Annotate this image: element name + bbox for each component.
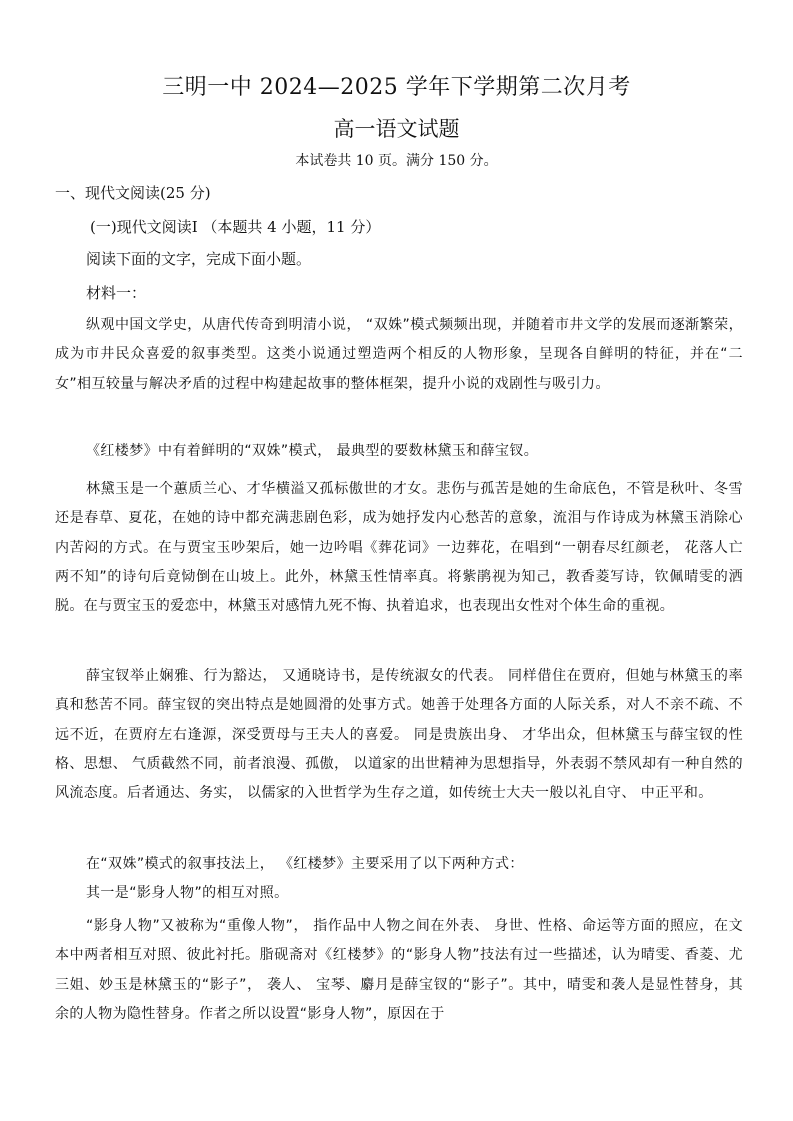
paragraph: 在“双姝”模式的叙事技法上， 《红楼梦》主要采用了以下两种方式： [86, 856, 524, 872]
paragraph: “影身人物”又被称为“重像人物”， 指作品中人物之间在外表、 身世、性格、命运等方面的照应，在文本中两者相互对照、彼此衬托。脂砚斋对《红楼梦》的“影身人物”技法有过一些描述，认为晴雯、香菱、尤三姐、妙玉是林黛玉的“影子”， 袭人、 宝琴、麝月是薛宝钗的“影子”。其中，晴雯和袭人是显性替身，其余的人物为隐性替身。作者之所以设置“影身人物”，原因在于 [55, 918, 743, 1022]
paragraph: 《红楼梦》中有着鲜明的“双姝”模式， 最典型的要数林黛玉和薛宝钗。 [86, 443, 539, 459]
reading-instruction: 阅读下面的文字，完成下面小题。 [86, 250, 312, 268]
exam-note: 本试卷共 10 页。满分 150 分。 [295, 153, 498, 169]
paragraph: 纵观中国文学史，从唐代传奇到明清小说， “双姝”模式频频出现，并随着市井文学的发展而逐渐繁荣，成为市井民众喜爱的叙事类型。这类小说通过塑造两个相反的人物形象，呈现各自鲜明的特征，并在“二女”相互较量与解决矛盾的过程中构建起故事的整体框架，提升小说的戏剧性与吸引力。 [55, 317, 743, 392]
section-heading: 一、现代文阅读(25 分) [55, 184, 211, 202]
paragraph: 其一是“影身人物”的相互对照。 [86, 885, 289, 901]
paragraph: 薛宝钗举止娴雅、行为豁达， 又通晓诗书，是传统淑女的代表。 同样借住在贾府，但她与林黛玉的率真和愁苦不同。薛宝钗的突出特点是她圆滑的处事方式。她善于处理各方面的人际关系，对人不亲不疏、不远不近，在贾府左右逢源，深受贾母与王夫人的喜爱。 同是贵族出身、 才华出众，但林黛玉与薛宝钗的性格、思想、 气质截然不同，前者浪漫、孤傲， 以道家的出世精神为思想指导，外表弱不禁风却有一种自然的风流态度。后者通达、务实， 以儒家的入世哲学为生存之道，如传统士大夫一般以礼自守、 中正平和。 [55, 668, 743, 802]
material-label: 材料一： [86, 284, 147, 302]
exam-subtitle: 高一语文试题 [333, 117, 460, 141]
exam-title: 三明一中 2024—2025 学年下学期第二次月考 [162, 75, 631, 100]
subsection-heading: (一)现代文阅读Ⅰ （本题共 4 小题，11 分） [90, 218, 381, 236]
paragraph: 林黛玉是一个蕙质兰心、才华横溢又孤标傲世的才女。悲伤与孤苦是她的生命底色，不管是秋叶、冬雪还是春草、夏花，在她的诗中都充满悲剧色彩，成为她抒发内心愁苦的意象，流泪与作诗成为林黛玉消除心内苦闷的方式。在与贾宝玉吵架后，她一边吟唱《葬花词》一边葬花，在唱到“一朝春尽红颜老， 花落人亡两不知”的诗句后竟恸倒在山坡上。此外，林黛玉性情率真。将紫鹃视为知己，教香菱写诗，钦佩晴雯的洒脱。在与贾宝玉的爱恋中，林黛玉对感情九死不悔、执着追求，也表现出女性对个体生命的重视。 [55, 481, 743, 615]
